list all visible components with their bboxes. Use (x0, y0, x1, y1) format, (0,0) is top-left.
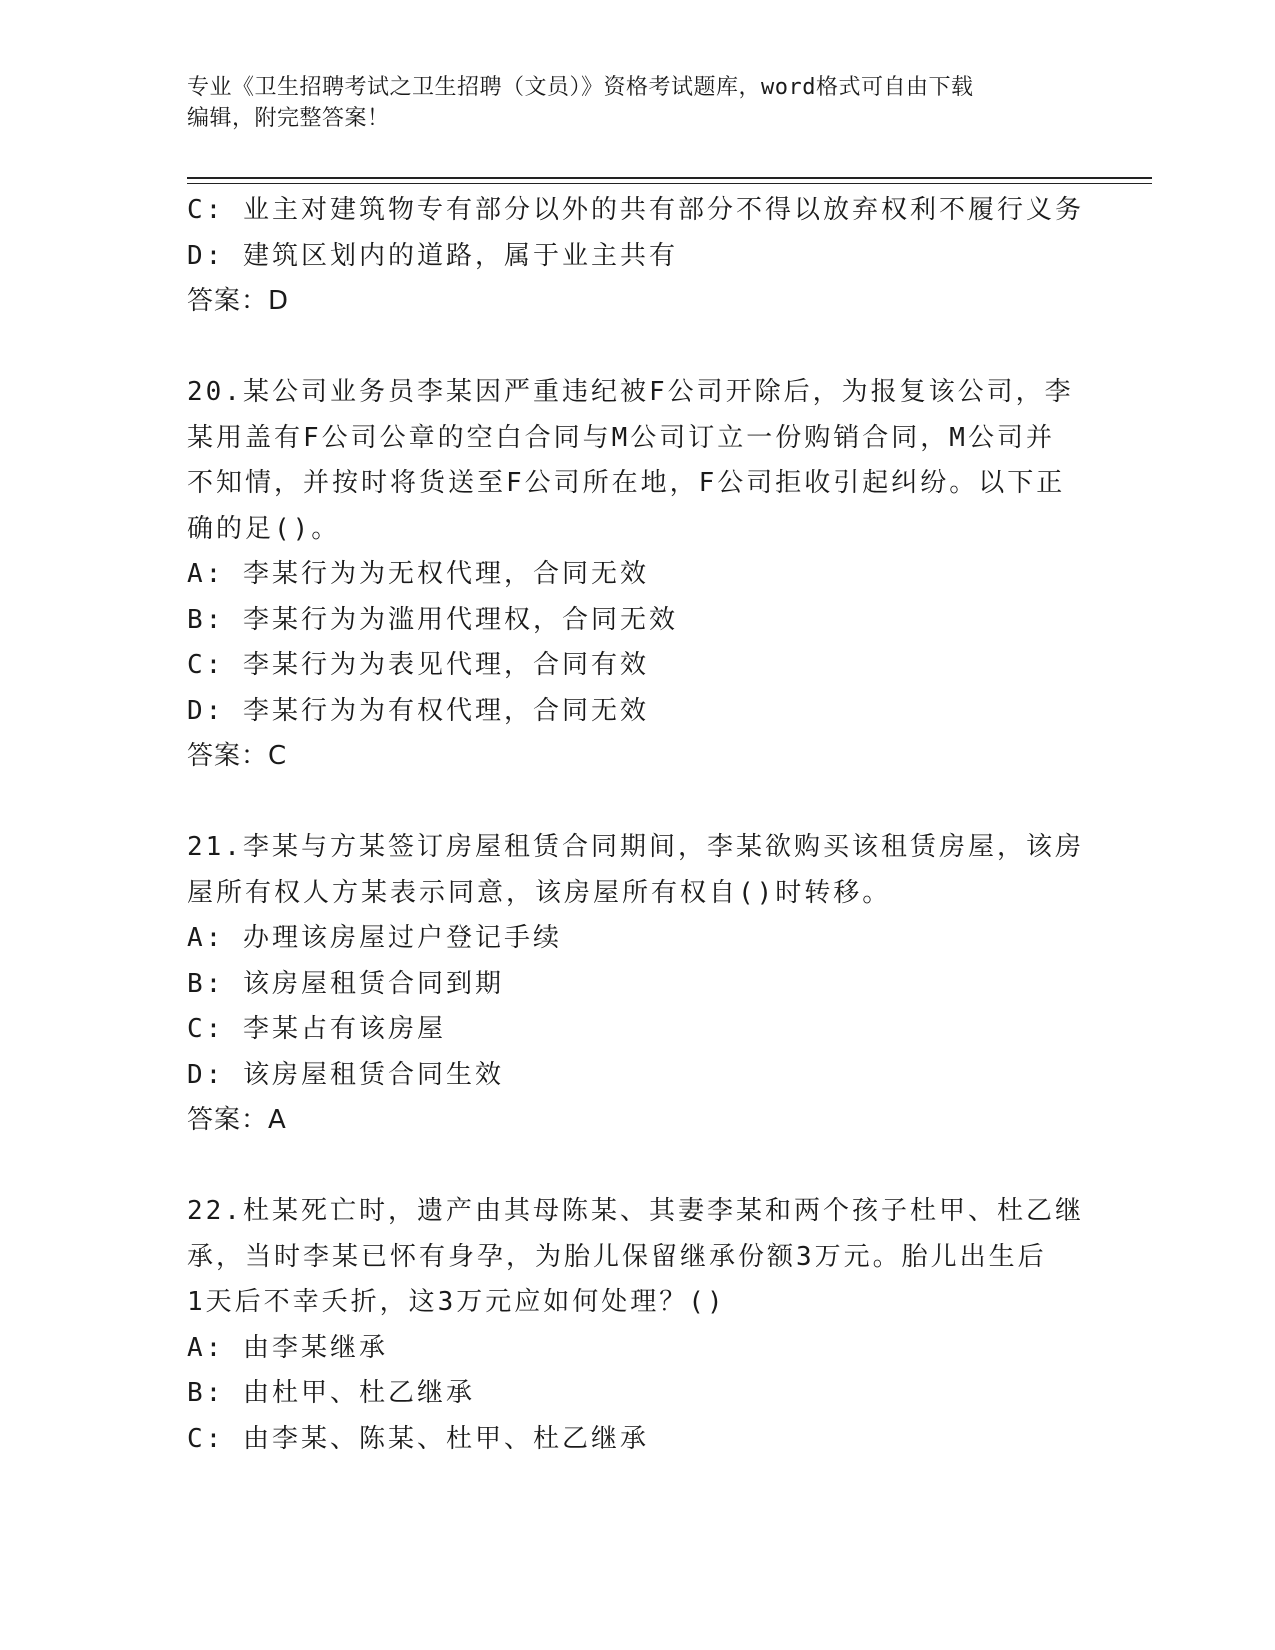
option-a: A: 办理该房屋过户登记手续 (187, 923, 562, 953)
option-b: B: 该房屋租赁合同到期 (187, 968, 504, 999)
option-d: D: 建筑区划内的道路，属于业主共有 (187, 240, 678, 271)
option-a: A: 由李某继承 (187, 1332, 388, 1363)
question-20 (187, 370, 1087, 780)
header-line-2: 编辑，附完整答案！ (187, 106, 390, 131)
option-d: D: 该房屋租赁合同生效 (187, 1059, 504, 1090)
header-line-1: 专业《卫生招聘考试之卫生招聘（文员）》资格考试题库，word格式可自由下载 (187, 75, 974, 100)
question-text-line: 21.李某与方某签订房屋租赁合同期间，李某欲购买该租赁房屋，该房 (187, 832, 1084, 862)
question-text-line: 22.杜某死亡时，遗产由其母陈某、其妻李某和两个孩子杜甲、杜乙继 (187, 1196, 1084, 1226)
question-text-line: 1天后不幸夭折，这3万元应如何处理？() (187, 1287, 726, 1317)
spacer (187, 325, 1087, 371)
option-c: C: 由李某、陈某、杜甲、杜乙继承 (187, 1423, 649, 1454)
question-text-line: 20.某公司业务员李某因严重违纪被F公司开除后，为报复该公司，李 (187, 377, 1074, 407)
question-content (187, 188, 1087, 1462)
question-22 (187, 1189, 1087, 1462)
option-a: A: 李某行为为无权代理，合同无效 (187, 559, 649, 589)
answer-line: 答案：C (187, 741, 288, 771)
document-header (187, 72, 1067, 134)
header-divider-thin (187, 183, 1152, 184)
question-text-line: 承，当时李某已怀有身孕，为胎儿保留继承份额3万元。胎儿出生后 (187, 1241, 1047, 1272)
answer-line: 答案：A (187, 1105, 287, 1135)
option-b: B: 李某行为为滥用代理权，合同无效 (187, 604, 678, 635)
answer-line: 答案：D (187, 286, 290, 316)
option-d: D: 李某行为为有权代理，合同无效 (187, 695, 649, 726)
option-b: B: 由杜甲、杜乙继承 (187, 1378, 475, 1408)
header-divider-thick (187, 177, 1152, 179)
question-21 (187, 825, 1087, 1144)
question-text-line: 屋所有权人方某表示同意，该房屋所有权自()时转移。 (187, 877, 892, 908)
spacer (187, 780, 1087, 826)
option-c: C: 业主对建筑物专有部分以外的共有部分不得以放弃权利不履行义务 (187, 195, 1084, 225)
question-text-line: 不知情，并按时将货送至F公司所在地，F公司拒收引起纠纷。以下正 (187, 468, 1066, 498)
question-text-line: 确的足()。 (187, 513, 341, 544)
spacer (187, 1144, 1087, 1190)
option-c: C: 李某行为为表见代理，合同有效 (187, 650, 649, 680)
question-text-line: 某用盖有F公司公章的空白合同与M公司订立一份购销合同，M公司并 (187, 422, 1055, 453)
option-c: C: 李某占有该房屋 (187, 1014, 446, 1044)
